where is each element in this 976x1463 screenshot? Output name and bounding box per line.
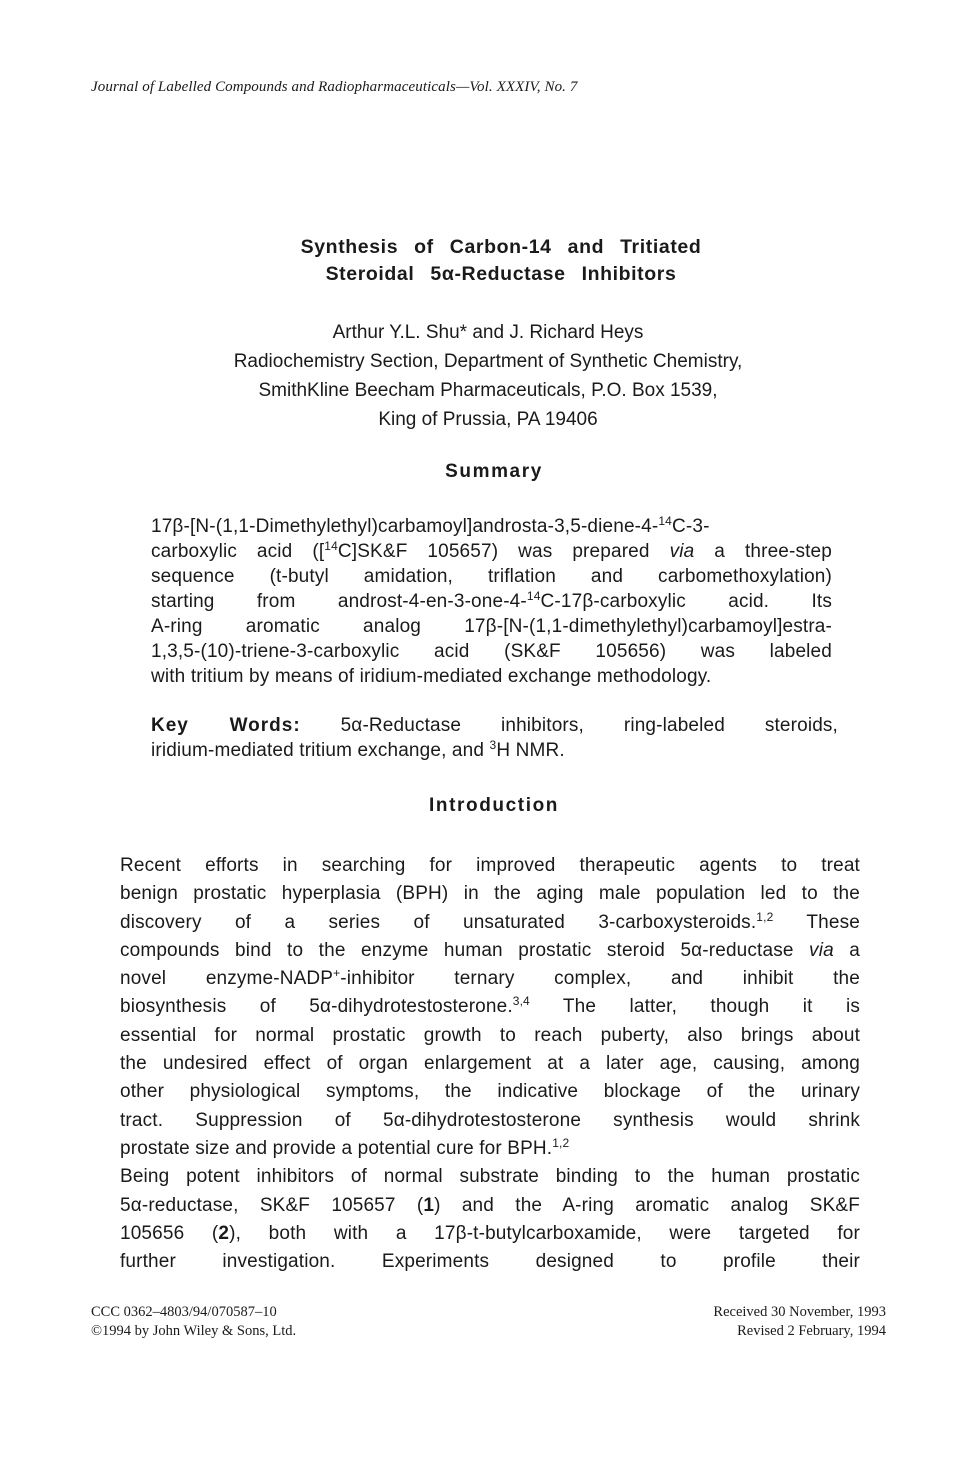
summary-heading: Summary: [445, 461, 543, 482]
affiliation-line-2: SmithKline Beecham Pharmaceuticals, P.O. Box 1539,: [258, 380, 718, 401]
summary-line: starting from androst-4-en-3-one-4-$^{14}$C-17β-carboxylic acid. Its: [151, 589, 832, 612]
footer-right: [713, 1303, 886, 1341]
affiliation-line-1: Radiochemistry Section, Department of Synthetic Chemistry,: [233, 351, 743, 372]
intro-line: tract. Suppression of 5α-dihydrotestosterone synthesis would shrink: [120, 1109, 860, 1131]
affiliation-line-3: King of Prussia, PA 19406: [378, 409, 598, 430]
introduction-heading: Introduction: [428, 795, 559, 816]
summary-line: sequence (t-butyl amidation, triflation and carbomethoxylation): [151, 566, 832, 587]
intro-line: the undesired effect of organ enlargement at a later age, causing, among: [120, 1053, 860, 1075]
intro-line: benign prostatic hyperplasia (BPH) in the aging male population led to the: [120, 883, 860, 905]
revised-date: Revised 2 February, 1994: [737, 1323, 886, 1339]
intro-line: Recent efforts in searching for improved therapeutic agents to treat: [120, 855, 860, 876]
keywords-line: iridium-mediated tritium exchange, and $^3$H NMR.: [151, 738, 565, 761]
copyright: ©1994 by John Wiley & Sons, Ltd.: [91, 1323, 297, 1339]
intro-line: other physiological symptoms, the indicative blockage of the urinary: [120, 1081, 860, 1103]
title-line-2: Steroidal 5α-Reductase Inhibitors: [325, 263, 677, 285]
intro-line: compounds bind to the enzyme human prostatic steroid 5α-reductase via a: [120, 939, 860, 961]
author-block: [0, 318, 976, 434]
intro-line: essential for normal prostatic growth to reach puberty, also brings about: [120, 1024, 860, 1046]
journal-header: Journal of Labelled Compounds and Radiopharmaceuticals—Vol. XXXIV, No. 7: [91, 79, 578, 95]
ccc-code: CCC 0362–4803/94/070587–10: [91, 1304, 277, 1320]
title-line-1: Synthesis of Carbon-14 and Tritiated: [300, 236, 702, 258]
intro-line: biosynthesis of 5α-dihydrotestosterone.$^{3,4}$ The latter, though it is: [120, 994, 860, 1018]
summary-line: 17β-[N-(1,1-Dimethylethyl)carbamoyl]androsta-3,5-diene-4-$^{14}$C-3-: [151, 514, 710, 537]
keywords-paragraph: [151, 713, 838, 763]
introduction-paragraph: [120, 852, 860, 1276]
summary-paragraph: [151, 514, 832, 689]
received-date: Received 30 November, 1993: [713, 1304, 886, 1320]
intro-line: 105656 (2), both with a 17β-t-butylcarboxamide, were targeted for: [120, 1222, 860, 1244]
intro-line: discovery of a series of unsaturated 3-carboxysteroids.$^{1,2}$ These: [120, 909, 860, 933]
summary-line: carboxylic acid ([$^{14}$C]SK&F 105657) was prepared via a three-step: [151, 539, 832, 562]
intro-line: novel enzyme-NADP+-inhibitor ternary complex, and inhibit the: [120, 966, 860, 990]
intro-line: prostate size and provide a potential cure for BPH.$^{1,2}$: [120, 1135, 570, 1159]
intro-line: further investigation. Experiments designed to profile their: [120, 1251, 860, 1273]
intro-line: Being potent inhibitors of normal substrate binding to the human prostatic: [120, 1166, 860, 1188]
author-names: Arthur Y.L. Shu* and J. Richard Heys: [332, 322, 644, 343]
keywords-label: Key Words:: [151, 715, 301, 736]
intro-line: 5α-reductase, SK&F 105657 (1) and the A-ring aromatic analog SK&F: [120, 1194, 860, 1216]
summary-line: with tritium by means of iridium-mediated exchange methodology.: [151, 666, 712, 687]
summary-line: 1,3,5-(10)-triene-3-carboxylic acid (SK&F 105656) was labeled: [151, 641, 832, 662]
footer-left: [91, 1303, 296, 1341]
summary-line: A-ring aromatic analog 17β-[N-(1,1-dimethylethyl)carbamoyl]estra-: [151, 616, 832, 637]
keywords-line: Key Words: 5α-Reductase inhibitors, ring-labeled steroids,: [151, 715, 838, 736]
article-title: [0, 234, 976, 288]
